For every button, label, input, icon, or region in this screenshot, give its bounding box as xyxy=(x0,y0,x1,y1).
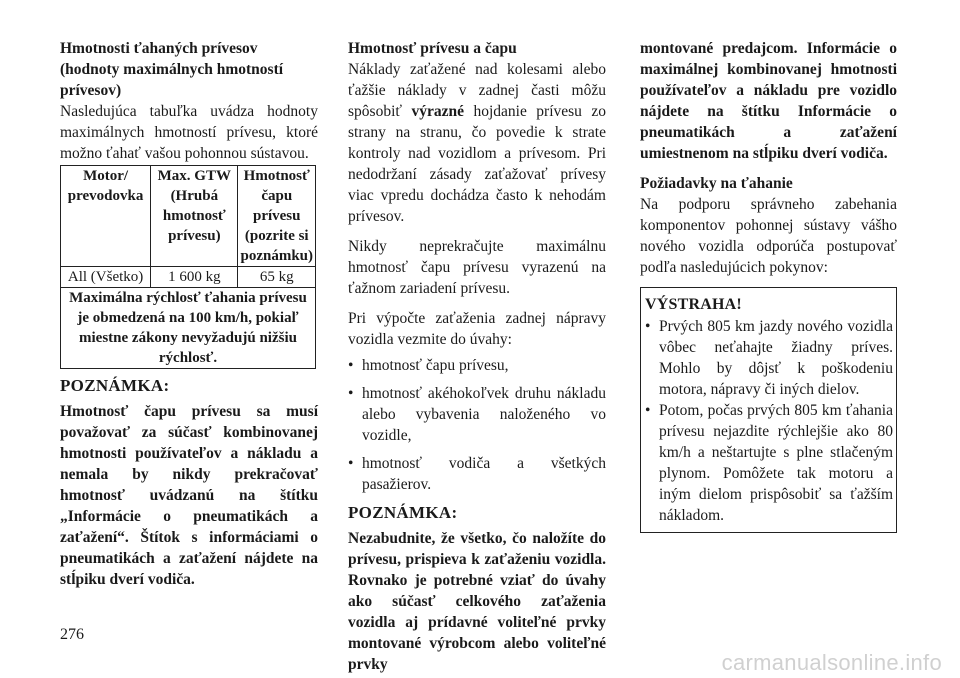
table-row xyxy=(61,267,316,288)
towing-weights-heading: Hmotnosti ťahaných prívesov (hodnoty maximálnych hmotností prívesov) xyxy=(60,40,284,99)
right-column xyxy=(640,38,897,533)
table-footer-row xyxy=(61,288,316,369)
note-text-middle: Nezabudnite, že všetko, čo naložíte do prívesu, prispieva k zaťaženiu vozidla. Rovnako je potrebné vziať do úvahy ako súčasť celkového zaťaženia vozidla aj prídavné voliteľné prvky montované výrobcom alebo voliteľné prvky xyxy=(348,530,606,673)
towing-requirements-heading: Požiadavky na ťahanie xyxy=(640,175,793,192)
list-item: • hmotnosť čapu prívesu, xyxy=(348,355,606,376)
note-title-middle: POZNÁMKA: xyxy=(348,503,458,522)
table-header-tongue-weight: Hmotnosť čapu prívesu (pozrite si poznámku) xyxy=(238,166,316,267)
emphasis-text: výrazné xyxy=(411,103,464,120)
list-item: • Potom, počas prvých 805 km ťahania prívesu nejazdite rýchlejšie ako 80 km/h a neštartujte s plne stlačeným plynom. Pomôžete tak motoru a iným dielom prispôsobiť sa ťažším nákladom. xyxy=(645,400,893,526)
trailer-tongue-para1: Náklady zaťažené nad kolesami alebo ťažšie náklady v zadnej časti môžu spôsobiť výrazné hojdanie prívesu zo strany na stranu, čo povedie k strate kontroly nad vozidlom a prívesom. Pri nedodržaní zásady zaťažovať prívesy viac vpredu dochádza často k nehodám prívesov. xyxy=(348,61,606,225)
list-item: • Prvých 805 km jazdy nového vozidla vôbec neťahajte žiadny príves. Mohlo by dôjsť k poškodeniu motora, nápravy či iných dielov. xyxy=(645,316,893,400)
axle-load-list xyxy=(348,355,606,495)
table-cell-tongue-weight: 65 kg xyxy=(238,267,316,288)
warning-title: VÝSTRAHA! xyxy=(645,296,742,313)
towing-requirements-intro: Na podporu správneho zabehania komponentov pohonnej sústavy vášho nového vozidla odporúča postupovať podľa nasledujúcich pokynov: xyxy=(640,196,897,276)
table-cell-max-gtw: 1 600 kg xyxy=(151,267,238,288)
warning-box xyxy=(640,287,897,533)
list-item: • hmotnosť vodiča a všetkých pasažierov. xyxy=(348,453,606,495)
trailer-tongue-heading: Hmotnosť prívesu a čapu xyxy=(348,40,517,57)
trailer-tongue-para3: Pri výpočte zaťaženia zadnej nápravy vozidla vezmite do úvahy: xyxy=(348,310,606,348)
note-title-left: POZNÁMKA: xyxy=(60,376,170,395)
table-header-max-gtw: Max. GTW (Hrubá hmotnosť prívesu) xyxy=(151,166,238,267)
note-continued-text: montované predajcom. Informácie o maximálnej kombinovanej hmotnosti používateľov a nákladu pre vozidlo nájdete na štítku Informácie o pneumatikách a zaťažení umiestnenom na stĺpiku dverí vodiča. xyxy=(640,40,897,162)
list-item: • hmotnosť akéhokoľvek druhu nákladu alebo vybavenia naloženého vo vozidle, xyxy=(348,383,606,446)
middle-column xyxy=(348,38,606,675)
table-header-engine: Motor/ prevodovka xyxy=(61,166,151,267)
towing-weights-intro: Nasledujúca tabuľka uvádza hodnoty maximálnych hmotností prívesu, ktoré možno ťahať vašou pohonnou sústavou. xyxy=(60,103,318,162)
trailer-tongue-para2: Nikdy neprekračujte maximálnu hmotnosť čapu prívesu vyrazenú na ťažnom zariadení prívesu. xyxy=(348,238,606,297)
warning-list xyxy=(645,316,893,526)
table-header-row xyxy=(61,166,316,267)
table-footer-speed-limit: Maximálna rýchlosť ťahania prívesu je obmedzená na 100 km/h, pokiaľ miestne zákony nevyžadujú nižšiu rýchlosť. xyxy=(61,288,316,369)
left-column xyxy=(60,38,318,590)
note-text-left: Hmotnosť čapu prívesu sa musí považovať za súčasť kombinovanej hmotnosti používateľov a nákladu a nemala by nikdy prekračovať hmotnosť uvádzanú na štítku „Informácie o pneumatikách a zaťažení“. Štítok s informáciami o pneumatikách a zaťažení nájdete na stĺpiku dverí vodiča. xyxy=(60,403,318,588)
trailer-weight-table xyxy=(60,165,316,369)
table-cell-engine: All (Všetko) xyxy=(61,267,151,288)
watermark: carmanualsonline.info xyxy=(721,650,942,675)
page-number: 276 xyxy=(60,626,84,643)
